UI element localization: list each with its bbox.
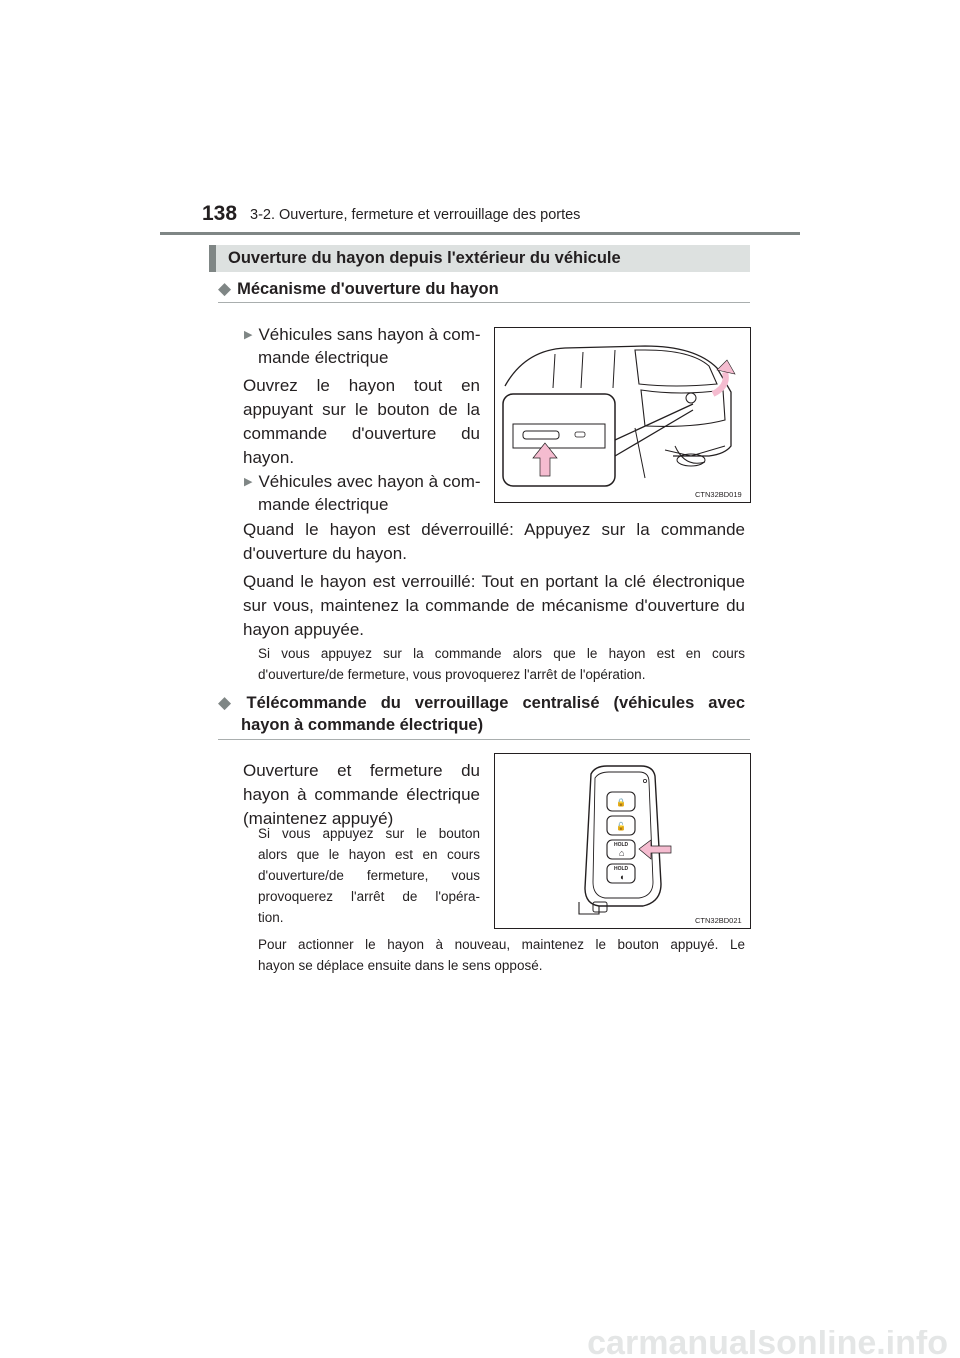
note-line: d'ouverture/de fermeture, vous provoquerez l'arrêt de l'opération. <box>258 667 646 682</box>
para-line: sur vous, maintenez la commande de mécanisme d'ouverture du <box>243 596 745 615</box>
para-line: hayon. <box>243 448 295 467</box>
tailgate-icon: ⌂ <box>619 848 625 858</box>
running-header: 3-2. Ouverture, fermeture et verrouillage des portes <box>250 207 581 223</box>
diamond-bullet-icon: ◆ <box>218 279 232 298</box>
subheading-mechanism-text: Mécanisme d'ouverture du hayon <box>237 280 499 298</box>
para-line: Quand le hayon est verrouillé: Tout en portant la clé électronique <box>243 572 745 591</box>
tailgate-figure <box>494 327 751 503</box>
list-item-line: mande électrique <box>258 495 389 514</box>
list-item-line: mande électrique <box>258 348 389 367</box>
diamond-bullet-icon: ◆ <box>218 693 241 712</box>
figure-code: CTN32BD021 <box>695 916 742 925</box>
note-line: Si vous appuyez sur la commande alors que le hayon est en cours <box>258 646 745 661</box>
svg-text:🔓: 🔓 <box>616 822 626 831</box>
car-rear-illustration <box>495 328 749 501</box>
arrow-bullet-icon: ▶ <box>244 329 253 341</box>
subheading-rule <box>218 302 750 303</box>
section-title-bar <box>209 245 750 272</box>
para-line: hayon à commande électrique <box>243 785 480 804</box>
header-rule <box>160 232 800 235</box>
note-line: alors que le hayon est en cours <box>258 847 480 862</box>
note-line: tion. <box>258 910 284 925</box>
page-number: 138 <box>202 202 238 225</box>
note-line: Si vous appuyez sur le bouton <box>258 826 480 841</box>
remote-key-figure <box>494 753 751 929</box>
para-line: appuyant sur le bouton de la <box>243 400 480 419</box>
para-line: (maintenez appuyé) <box>243 809 394 828</box>
svg-text:🔒: 🔒 <box>616 798 626 807</box>
para-line: Ouvrez le hayon tout en <box>243 376 480 395</box>
subheading-remote: ◆ Télécommande du verrouillage centralisé (véhicules avec <box>218 693 745 712</box>
para-line: Quand le hayon est déverrouillé: Appuyez sur la commande <box>243 520 745 539</box>
para-line: Ouverture et fermeture du <box>243 761 480 780</box>
smart-key-illustration <box>495 754 749 927</box>
arrow-bullet-icon: ▶ <box>244 476 253 488</box>
horn-icon: ◖ <box>619 872 625 882</box>
section-title: Ouverture du hayon depuis l'extérieur du véhicule <box>228 249 621 267</box>
figure-code: CTN32BD019 <box>695 490 742 499</box>
hold-label: HOLD <box>614 842 629 848</box>
hold-label: HOLD <box>614 866 629 872</box>
note-line: provoquerez l'arrêt de l'opéra- <box>258 889 480 904</box>
list-item-with-power: ▶ Véhicules avec hayon à com- <box>244 472 481 491</box>
para-line: d'ouverture du hayon. <box>243 544 407 563</box>
subheading-remote-line2: hayon à commande électrique) <box>241 716 484 734</box>
note-line: d'ouverture/de fermeture, vous <box>258 868 480 883</box>
watermark-text: carmanualsonline.info <box>587 1330 948 1358</box>
para-line: commande d'ouverture du <box>243 424 480 443</box>
list-item-without-power: ▶ Véhicules sans hayon à com- <box>244 325 481 344</box>
note-line: hayon se déplace ensuite dans le sens opposé. <box>258 958 543 973</box>
subheading-mechanism <box>218 279 499 299</box>
para-line: hayon appuyée. <box>243 620 364 639</box>
note-line: Pour actionner le hayon à nouveau, maintenez le bouton appuyé. Le <box>258 937 745 952</box>
watermark <box>0 1330 960 1358</box>
subheading-rule <box>218 739 750 740</box>
